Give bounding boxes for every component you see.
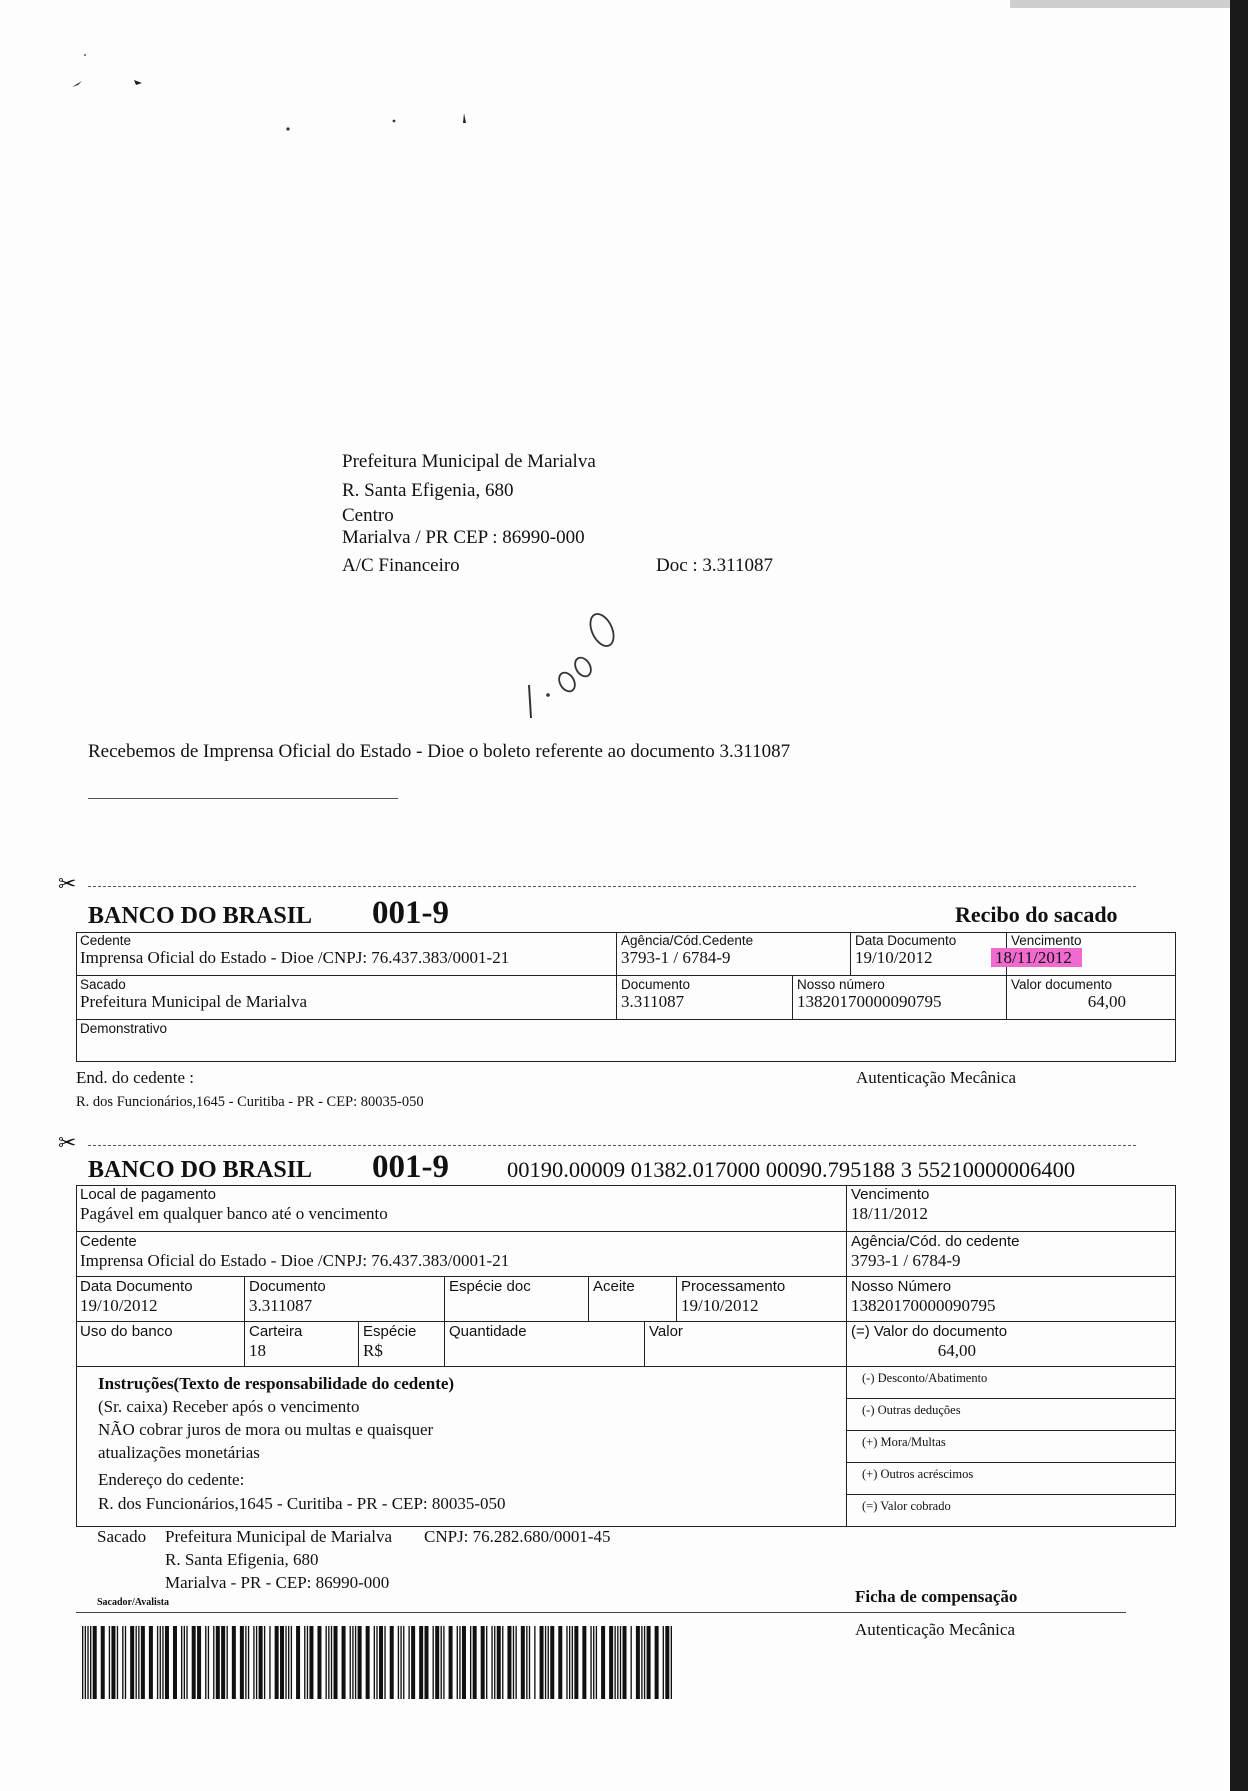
barcode-bar (424, 1626, 428, 1699)
barcode-bar (248, 1626, 249, 1699)
scissors-icon: ✂ (58, 1131, 77, 1156)
barcode-bar (582, 1626, 586, 1699)
ficha-outras-deducoes-cell (846, 1398, 1176, 1430)
recibo-vencimento-value: 18/11/2012 (991, 948, 1082, 967)
ficha-aceite-label: Aceite (593, 1278, 635, 1295)
ficha-nosso-numero-cell (846, 1276, 1176, 1321)
ficha-especie-cell (358, 1321, 444, 1367)
recibo-end-cedente-label: End. do cedente : (76, 1068, 195, 1087)
recibo-sacado-label: Sacado (80, 977, 126, 992)
barcode-bar (411, 1626, 415, 1699)
ficha-bottom-line (76, 1612, 1126, 1613)
barcode-bar (569, 1626, 570, 1699)
ficha-documento-cell (244, 1276, 444, 1321)
ficha-cedente-cell (76, 1231, 846, 1276)
barcode-bar (213, 1626, 214, 1699)
barcode-bar (590, 1626, 591, 1699)
ficha-valor-doc-cell (846, 1321, 1176, 1367)
address-name: Prefeitura Municipal de Marialva (342, 451, 596, 472)
recibo-documento-label: Documento (621, 977, 691, 992)
ficha-local-label: Local de pagamento (80, 1186, 216, 1203)
barcode-bar (400, 1626, 401, 1699)
recibo-valor-doc-value: 64,00 (1087, 992, 1126, 1011)
ficha-uso-banco-cell (76, 1321, 244, 1367)
barcode-bar (90, 1626, 91, 1699)
bank-code: 001-9 (372, 895, 449, 931)
recibo-demonstrativo-label: Demonstrativo (80, 1021, 168, 1036)
barcode-bar (470, 1626, 471, 1699)
barcode-bar (232, 1626, 236, 1699)
barcode-bar (317, 1626, 321, 1699)
ficha-valor-doc-label: (=) Valor do documento (851, 1323, 1008, 1340)
barcode-bar (502, 1626, 503, 1699)
ficha-valor-cell (644, 1321, 846, 1367)
barcode-bar (486, 1626, 487, 1699)
barcode-bar (269, 1626, 270, 1699)
instrucoes-line4: Endereço do cedente: (98, 1470, 245, 1489)
ficha-sacado-cnpj: CNPJ: 76.282.680/0001-45 (424, 1527, 611, 1546)
barcode-bar (138, 1626, 139, 1699)
recibo-valor-doc-label: Valor documento (1011, 977, 1113, 992)
ficha-data-doc-label: Data Documento (80, 1278, 193, 1295)
barcode-bar (307, 1626, 308, 1699)
barcode-bar (125, 1626, 126, 1699)
ficha-quantidade-cell (444, 1321, 644, 1367)
ficha-outras-deducoes-label: (-) Outras deduções (862, 1403, 961, 1417)
ficha-carteira-value: 18 (249, 1341, 266, 1360)
ficha-documento-label: Documento (249, 1278, 326, 1295)
barcode-bar (111, 1626, 115, 1699)
recibo-data-doc-value: 19/10/2012 (855, 948, 933, 967)
ficha-especie-label: Espécie (363, 1323, 417, 1340)
recibo-sacado-value: Prefeitura Municipal de Marialva (80, 992, 308, 1011)
barcode-bar (620, 1626, 621, 1699)
ficha-sacado-line2: R. Santa Efigenia, 680 (165, 1550, 319, 1569)
barcode-bar (334, 1626, 338, 1699)
recibo-vencimento-cell (995, 932, 1176, 975)
recibo-data-doc-label: Data Documento (855, 933, 957, 948)
barcode (82, 1626, 672, 1699)
barcode-bar (665, 1626, 669, 1699)
instrucoes-line5: R. dos Funcionários,1645 - Curitiba - PR - CEP: 80035-050 (98, 1494, 506, 1513)
ficha-valor-doc-value: 64,00 (937, 1341, 976, 1360)
ficha-especie-doc-label: Espécie doc (449, 1278, 531, 1295)
ficha-autenticacao: Autenticação Mecânica (855, 1620, 1015, 1639)
ficha-processamento-value: 19/10/2012 (681, 1296, 759, 1315)
barcode-bar (515, 1626, 516, 1699)
scissors-icon: ✂ (58, 872, 77, 897)
ficha-local-cell (76, 1185, 846, 1231)
recibo-cedente-label: Cedente (80, 933, 132, 948)
ficha-agencia-value: 3793-1 / 6784-9 (851, 1251, 961, 1270)
barcode-bar (221, 1626, 225, 1699)
barcode-bar (449, 1626, 453, 1699)
barcode-bar (186, 1626, 187, 1699)
instrucoes-line2: NÃO cobrar juros de mora ou multas e quaisquer (98, 1420, 434, 1439)
barcode-bar (655, 1626, 659, 1699)
ficha-local-value: Pagável em qualquer banco até o vencimento (80, 1204, 388, 1223)
ficha-agencia-label: Agência/Cód. do cedente (851, 1233, 1020, 1250)
barcode-bar (534, 1626, 535, 1699)
barcode-bar (376, 1626, 377, 1699)
barcode-bar (374, 1626, 375, 1699)
barcode-bar (331, 1626, 332, 1699)
barcode-bar (526, 1626, 527, 1699)
instrucoes-line3: atualizações monetárias (98, 1443, 260, 1462)
handwritten-note (515, 605, 630, 725)
barcode-bar (614, 1626, 615, 1699)
barcode-bar (141, 1626, 145, 1699)
recibo-cedente-cell (76, 932, 616, 975)
barcode-bar (259, 1626, 263, 1699)
barcode-bar (101, 1626, 105, 1699)
barcode-bar (109, 1626, 110, 1699)
ficha-cedente-label: Cedente (80, 1233, 137, 1250)
barcode-bar (162, 1626, 163, 1699)
barcode-bar (548, 1626, 549, 1699)
ficha-vencimento-label: Vencimento (851, 1186, 930, 1203)
recibo-sacado-cell (76, 975, 616, 1019)
recibo-end-cedente-value: R. dos Funcionários,1645 - Curitiba - PR - CEP: 80035-050 (76, 1094, 424, 1110)
barcode-bar (593, 1626, 594, 1699)
doc-number: Doc : 3.311087 (656, 555, 773, 576)
barcode-bar (550, 1626, 554, 1699)
barcode-bar (529, 1626, 530, 1699)
linha-digitavel: 00190.00009 01382.017000 00090.795188 3 55210000006400 (507, 1157, 1076, 1182)
address-attention: A/C Financeiro (342, 555, 460, 576)
ficha-processamento-label: Processamento (681, 1278, 786, 1295)
barcode-bar (398, 1626, 399, 1699)
scan-specks (60, 45, 500, 135)
barcode-bar (390, 1626, 394, 1699)
ficha-valor-cobrado-cell (846, 1494, 1176, 1527)
recibo-documento-value: 3.311087 (621, 992, 685, 1011)
barcode-bar (352, 1626, 353, 1699)
ficha-agencia-cell (846, 1231, 1176, 1276)
barcode-bar (513, 1626, 514, 1699)
barcode-bar (497, 1626, 501, 1699)
barcode-bar (631, 1626, 632, 1699)
instrucoes-line1: (Sr. caixa) Receber após o vencimento (98, 1397, 360, 1416)
barcode-bar (253, 1626, 254, 1699)
barcode-bar (481, 1626, 485, 1699)
barcode-bar (205, 1626, 206, 1699)
recibo-nosso-numero-cell (792, 975, 1006, 1019)
recibo-autenticacao: Autenticação Mecânica (856, 1068, 1016, 1087)
barcode-bar (160, 1626, 161, 1699)
barcode-bar (117, 1626, 118, 1699)
barcode-bar (208, 1626, 209, 1699)
recibo-documento-cell (616, 975, 792, 1019)
barcode-bar (473, 1626, 477, 1699)
barcode-bar (342, 1626, 346, 1699)
barcode-bar (157, 1626, 158, 1699)
ficha-carteira-label: Carteira (249, 1323, 303, 1340)
barcode-bar (462, 1626, 466, 1699)
ficha-cedente-value: Imprensa Oficial do Estado - Dioe /CNPJ: 76.437.383/0001-21 (80, 1251, 510, 1270)
ficha-carteira-cell (244, 1321, 358, 1367)
ficha-especie-value: R$ (363, 1341, 383, 1360)
scan-edge (1230, 0, 1248, 1791)
barcode-bar (572, 1626, 573, 1699)
barcode-bar (641, 1626, 642, 1699)
barcode-bar (617, 1626, 618, 1699)
recibo-vencimento-label: Vencimento (1011, 933, 1082, 948)
barcode-bar (181, 1626, 182, 1699)
barcode-bar (275, 1626, 279, 1699)
barcode-bar (596, 1626, 597, 1699)
recibo-valor-doc-cell (1006, 975, 1176, 1019)
ficha-desconto-cell (846, 1367, 1176, 1398)
ficha-data-doc-cell (76, 1276, 244, 1321)
barcode-bar (87, 1626, 88, 1699)
barcode-bar (226, 1626, 227, 1699)
ficha-uso-banco-label: Uso do banco (80, 1323, 173, 1340)
ficha-outros-acrescimos-cell (846, 1462, 1176, 1494)
barcode-bar (540, 1626, 544, 1699)
barcode-bar (288, 1626, 289, 1699)
barcode-bar (366, 1626, 370, 1699)
ficha-data-doc-value: 19/10/2012 (80, 1296, 158, 1315)
ficha-documento-value: 3.311087 (249, 1296, 313, 1315)
barcode-bar (435, 1626, 439, 1699)
barcode-bar (459, 1626, 460, 1699)
recibo-agencia-value: 3793-1 / 6784-9 (621, 948, 731, 967)
ficha-bank-code: 001-9 (372, 1149, 449, 1185)
instrucoes-title: Instruções(Texto de responsabilidade do cedente) (98, 1374, 455, 1393)
barcode-bar (136, 1626, 137, 1699)
barcode-bar (130, 1626, 134, 1699)
scan-artifact-strip (1010, 0, 1230, 8)
barcode-bar (358, 1626, 362, 1699)
barcode-bar (521, 1626, 525, 1699)
ficha-bank-name: BANCO DO BRASIL (88, 1157, 313, 1183)
barcode-bar (350, 1626, 351, 1699)
ficha-nosso-numero-value: 13820170000090795 (851, 1296, 996, 1315)
barcode-bar (403, 1626, 404, 1699)
barcode-bar (443, 1626, 444, 1699)
address-street: R. Santa Efigenia, 680 (342, 480, 514, 501)
barcode-bar (507, 1626, 511, 1699)
receipt-statement: Recebemos de Imprensa Oficial do Estado - Dioe o boleto referente ao documento 3.311087 (88, 741, 791, 762)
barcode-bar (457, 1626, 458, 1699)
barcode-bar (647, 1626, 651, 1699)
barcode-bar (165, 1626, 169, 1699)
barcode-bar (574, 1626, 578, 1699)
barcode-bar (663, 1626, 664, 1699)
bank-name: BANCO DO BRASIL (88, 903, 313, 929)
signature-line (88, 798, 398, 799)
barcode-bar (433, 1626, 434, 1699)
barcode-bar (264, 1626, 265, 1699)
barcode-bar (441, 1626, 442, 1699)
ficha-nosso-numero-label: Nosso Número (851, 1278, 952, 1295)
recibo-cedente-value: Imprensa Oficial do Estado - Dioe /CNPJ: 76.437.383/0001-21 (80, 948, 510, 967)
ficha-outros-acrescimos-label: (+) Outros acréscimos (862, 1467, 974, 1481)
barcode-bar (216, 1626, 220, 1699)
ficha-valor-label: Valor (649, 1323, 683, 1340)
recibo-nosso-numero-value: 13820170000090795 (797, 992, 942, 1011)
ficha-processamento-cell (676, 1276, 846, 1321)
barcode-bar (419, 1626, 423, 1699)
ficha-quantidade-label: Quantidade (449, 1323, 527, 1340)
barcode-bar (256, 1626, 257, 1699)
recibo-demonstrativo-cell (76, 1019, 1176, 1062)
barcode-bar (328, 1626, 329, 1699)
barcode-bar (671, 1626, 672, 1699)
barcode-bar (636, 1626, 640, 1699)
barcode-bar (622, 1626, 626, 1699)
barcode-bar (285, 1626, 286, 1699)
barcode-bar (355, 1626, 356, 1699)
barcode-bar (173, 1626, 177, 1699)
ficha-especie-doc-cell (444, 1276, 588, 1321)
barcode-bar (408, 1626, 409, 1699)
recibo-agencia-label: Agência/Cód.Cedente (621, 933, 754, 948)
barcode-bar (240, 1626, 244, 1699)
ficha-vencimento-cell (846, 1185, 1176, 1231)
ficha-mora-label: (+) Mora/Multas (862, 1435, 946, 1449)
barcode-bar (379, 1626, 383, 1699)
barcode-bar (192, 1626, 196, 1699)
barcode-bar (384, 1626, 385, 1699)
ficha-aceite-cell (588, 1276, 676, 1321)
barcode-bar (558, 1626, 562, 1699)
ficha-mora-cell (846, 1430, 1176, 1462)
ficha-desconto-label: (-) Desconto/Abatimento (862, 1371, 988, 1385)
address-city: Marialva / PR CEP : 86990-000 (342, 527, 585, 548)
recibo-nosso-numero-label: Nosso número (797, 977, 885, 992)
recibo-agencia-cell (616, 932, 850, 975)
barcode-bar (309, 1626, 313, 1699)
barcode-bar (296, 1626, 300, 1699)
ficha-sacador-label: Sacador/Avalista (97, 1597, 170, 1608)
cut-line (88, 886, 1136, 887)
barcode-bar (601, 1626, 605, 1699)
barcode-bar (149, 1626, 153, 1699)
barcode-bar (545, 1626, 546, 1699)
barcode-bar (82, 1626, 83, 1699)
ficha-title: Ficha de compensação (855, 1587, 1018, 1606)
barcode-bar (566, 1626, 567, 1699)
barcode-bar (197, 1626, 201, 1699)
barcode-bar (93, 1626, 97, 1699)
barcode-bar (245, 1626, 246, 1699)
barcode-bar (291, 1626, 292, 1699)
ficha-vencimento-value: 18/11/2012 (851, 1204, 928, 1223)
barcode-bar (122, 1626, 123, 1699)
ficha-sacado-line3: Marialva - PR - CEP: 86990-000 (165, 1573, 390, 1592)
ficha-sacado-label: Sacado (97, 1527, 147, 1546)
barcode-bar (644, 1626, 645, 1699)
barcode-bar (85, 1626, 86, 1699)
barcode-bar (491, 1626, 492, 1699)
barcode-bar (325, 1626, 326, 1699)
barcode-bar (184, 1626, 185, 1699)
barcode-bar (304, 1626, 305, 1699)
barcode-bar (609, 1626, 613, 1699)
ficha-valor-cobrado-label: (=) Valor cobrado (862, 1499, 951, 1513)
barcode-bar (494, 1626, 495, 1699)
recibo-data-doc-cell (850, 932, 1006, 975)
address-district: Centro (342, 505, 394, 526)
recibo-title: Recibo do sacado (955, 902, 1118, 927)
barcode-bar (280, 1626, 284, 1699)
cut-line (88, 1145, 1136, 1146)
ficha-sacado-line1: Prefeitura Municipal de Marialva (165, 1527, 393, 1546)
